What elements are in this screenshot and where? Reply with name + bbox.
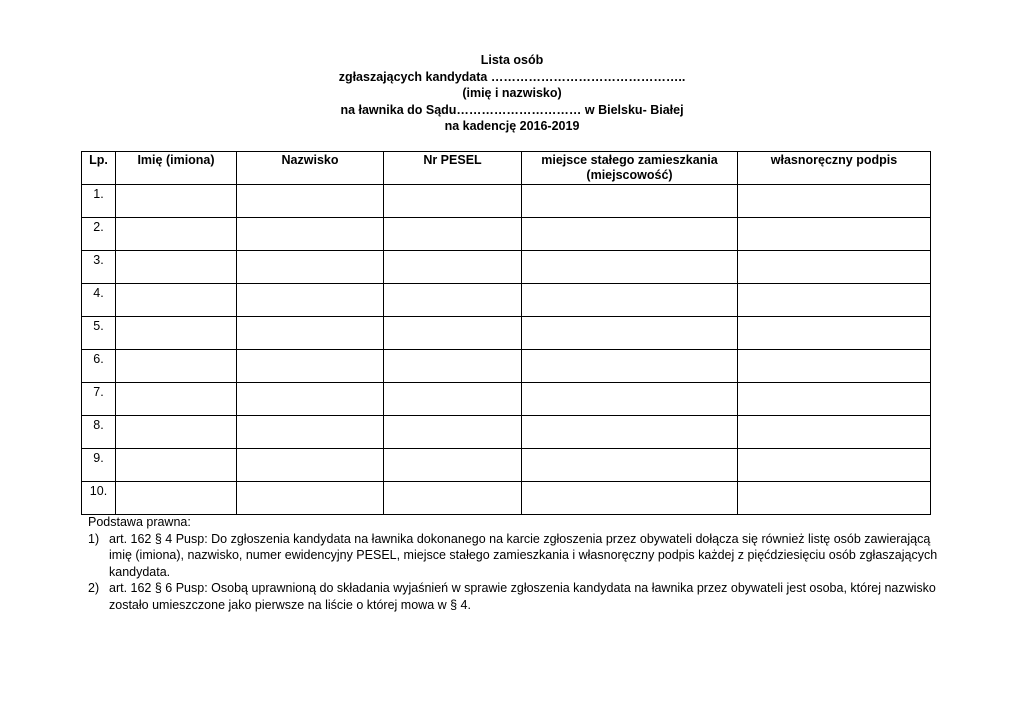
last-name-cell[interactable] bbox=[237, 416, 384, 449]
first-name-cell[interactable] bbox=[116, 350, 237, 383]
title-line-court: na ławnika do Sądu………………………… w Bielsku- Białej bbox=[340, 102, 684, 117]
legal-basis-item bbox=[88, 531, 948, 581]
residence-cell[interactable] bbox=[522, 449, 738, 482]
signature-cell[interactable] bbox=[738, 185, 931, 218]
header-residence-line1: miejsce stałego zamieszkania bbox=[541, 153, 718, 167]
signature-cell[interactable] bbox=[738, 482, 931, 515]
legal-basis-heading: Podstawa prawna: bbox=[88, 515, 191, 529]
title-line-candidate: zgłaszających kandydata ……………………………………….. bbox=[338, 69, 686, 84]
row-number: 4. bbox=[82, 284, 116, 317]
signature-cell[interactable] bbox=[738, 383, 931, 416]
pesel-cell[interactable] bbox=[384, 449, 522, 482]
first-name-cell[interactable] bbox=[116, 185, 237, 218]
residence-cell[interactable] bbox=[522, 185, 738, 218]
row-number: 3. bbox=[82, 251, 116, 284]
residence-cell[interactable] bbox=[522, 218, 738, 251]
pesel-cell[interactable] bbox=[384, 218, 522, 251]
residence-cell[interactable] bbox=[522, 482, 738, 515]
table-row bbox=[82, 218, 931, 251]
signers-table bbox=[81, 151, 931, 515]
legal-basis-list bbox=[88, 531, 948, 614]
pesel-cell[interactable] bbox=[384, 416, 522, 449]
table-row bbox=[82, 449, 931, 482]
signature-cell[interactable] bbox=[738, 251, 931, 284]
last-name-cell[interactable] bbox=[237, 449, 384, 482]
signature-cell[interactable] bbox=[738, 416, 931, 449]
pesel-cell[interactable] bbox=[384, 185, 522, 218]
last-name-cell[interactable] bbox=[237, 317, 384, 350]
pesel-cell[interactable] bbox=[384, 251, 522, 284]
row-number: 6. bbox=[82, 350, 116, 383]
header-last-name: Nazwisko bbox=[237, 152, 384, 185]
residence-cell[interactable] bbox=[522, 416, 738, 449]
row-number: 10. bbox=[82, 482, 116, 515]
legal-basis-item-text: art. 162 § 4 Pusp: Do zgłoszenia kandydata na ławnika dokonanego na karcie zgłoszenia przez obywateli dołącza się również listę osób zawierającą imię (imiona), nazwisko, numer ewidencyjny PESEL, miejsce stałego zamieszkania i własnoręczny podpis każdej z pięćdziesięciu osób zgłaszających kandydata. bbox=[109, 531, 938, 579]
first-name-cell[interactable] bbox=[116, 383, 237, 416]
last-name-cell[interactable] bbox=[237, 350, 384, 383]
signature-cell[interactable] bbox=[738, 284, 931, 317]
last-name-cell[interactable] bbox=[237, 251, 384, 284]
last-name-cell[interactable] bbox=[237, 383, 384, 416]
last-name-cell[interactable] bbox=[237, 482, 384, 515]
title-line-name-hint: (imię i nazwisko) bbox=[462, 86, 562, 101]
signature-cell[interactable] bbox=[738, 449, 931, 482]
header-residence-line2: (miejscowość) bbox=[586, 168, 673, 182]
first-name-cell[interactable] bbox=[116, 284, 237, 317]
table-row bbox=[82, 383, 931, 416]
pesel-cell[interactable] bbox=[384, 317, 522, 350]
pesel-cell[interactable] bbox=[384, 383, 522, 416]
legal-basis bbox=[88, 514, 948, 613]
residence-cell[interactable] bbox=[522, 383, 738, 416]
row-number: 9. bbox=[82, 449, 116, 482]
residence-cell[interactable] bbox=[522, 251, 738, 284]
signature-cell[interactable] bbox=[738, 350, 931, 383]
table-header-row bbox=[82, 152, 931, 185]
first-name-cell[interactable] bbox=[116, 482, 237, 515]
residence-cell[interactable] bbox=[522, 317, 738, 350]
row-number: 2. bbox=[82, 218, 116, 251]
table-row bbox=[82, 185, 931, 218]
last-name-cell[interactable] bbox=[237, 284, 384, 317]
first-name-cell[interactable] bbox=[116, 449, 237, 482]
header-signature: własnoręczny podpis bbox=[738, 152, 931, 185]
header-residence bbox=[522, 152, 738, 185]
legal-basis-item-number: 1) bbox=[88, 531, 100, 546]
legal-basis-item-text: art. 162 § 6 Pusp: Osobą uprawnioną do składania wyjaśnień w sprawie zgłoszenia kandydata na ławnika przez obywateli jest osoba, której nazwisko zostało umieszczone jako pierwsze na liście o której mowa w § 4. bbox=[109, 581, 936, 612]
table-row bbox=[82, 416, 931, 449]
header-pesel: Nr PESEL bbox=[384, 152, 522, 185]
table-row bbox=[82, 482, 931, 515]
row-number: 7. bbox=[82, 383, 116, 416]
first-name-cell[interactable] bbox=[116, 416, 237, 449]
signature-cell[interactable] bbox=[738, 317, 931, 350]
pesel-cell[interactable] bbox=[384, 482, 522, 515]
title-line-list: Lista osób bbox=[480, 53, 544, 67]
title-line-term: na kadencję 2016-2019 bbox=[444, 119, 580, 134]
signature-cell[interactable] bbox=[738, 218, 931, 251]
row-number: 1. bbox=[82, 185, 116, 218]
residence-cell[interactable] bbox=[522, 284, 738, 317]
legal-basis-item-number: 2) bbox=[88, 581, 100, 595]
legal-basis-item bbox=[88, 580, 948, 613]
table-row bbox=[82, 284, 931, 317]
residence-cell[interactable] bbox=[522, 350, 738, 383]
first-name-cell[interactable] bbox=[116, 218, 237, 251]
document-title bbox=[0, 52, 1024, 135]
last-name-cell[interactable] bbox=[237, 185, 384, 218]
first-name-cell[interactable] bbox=[116, 251, 237, 284]
table-row bbox=[82, 251, 931, 284]
table-row bbox=[82, 317, 931, 350]
header-lp: Lp. bbox=[82, 152, 116, 185]
pesel-cell[interactable] bbox=[384, 350, 522, 383]
last-name-cell[interactable] bbox=[237, 218, 384, 251]
first-name-cell[interactable] bbox=[116, 317, 237, 350]
row-number: 8. bbox=[82, 416, 116, 449]
pesel-cell[interactable] bbox=[384, 284, 522, 317]
row-number: 5. bbox=[82, 317, 116, 350]
table-row bbox=[82, 350, 931, 383]
header-first-name: Imię (imiona) bbox=[116, 152, 237, 185]
